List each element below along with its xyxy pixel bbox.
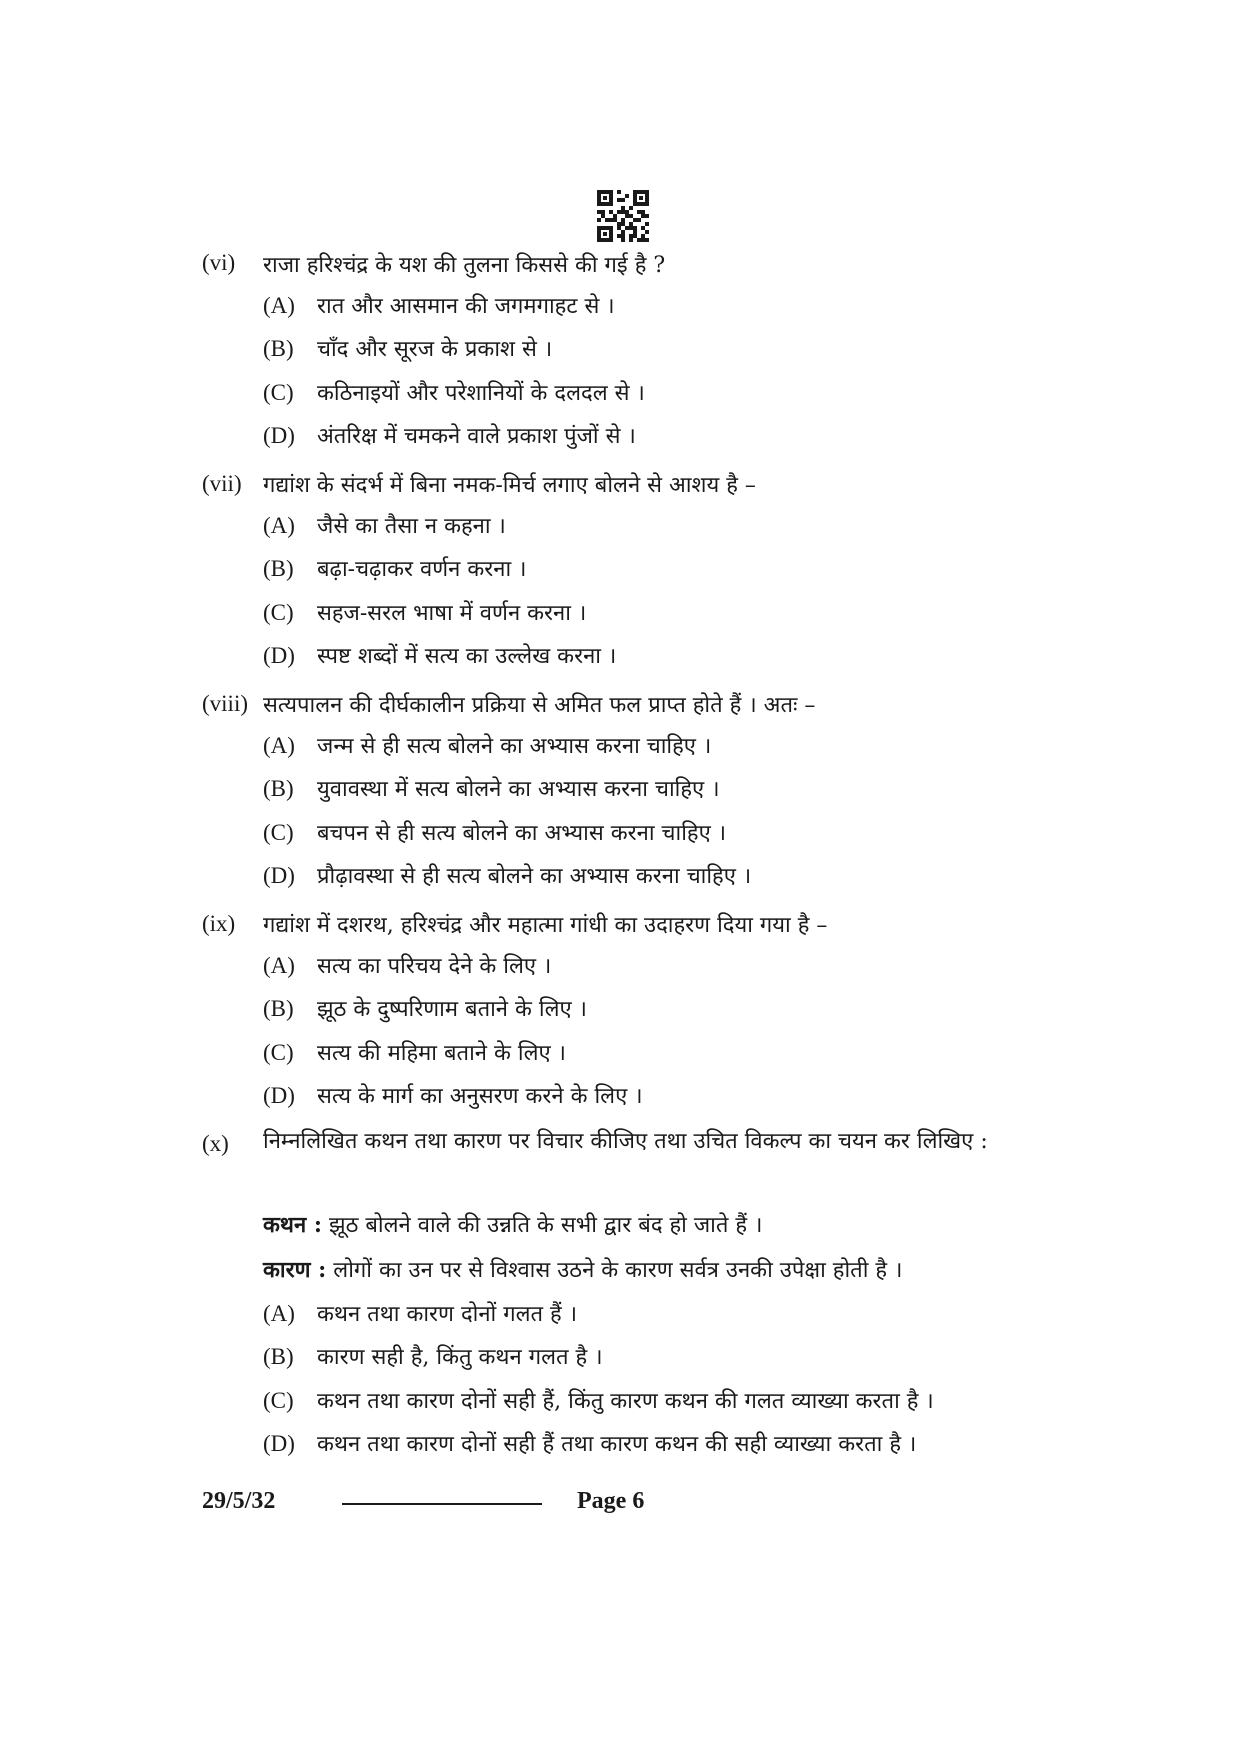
option-text: सत्य की महिमा बताने के लिए । — [317, 1041, 566, 1066]
option-vi-a — [263, 290, 615, 322]
option-letter: (A) — [263, 733, 295, 758]
option-ix-d — [263, 1080, 643, 1112]
option-text: चाँद और सूरज के प्रकाश से । — [317, 337, 553, 362]
option-text: युवावस्था में सत्य बोलने का अभ्यास करना चाहिए । — [317, 777, 720, 802]
option-letter: (A) — [263, 293, 295, 318]
question-number-vii: (vii) — [202, 471, 242, 496]
option-letter: (B) — [263, 556, 294, 581]
option-letter: (D) — [263, 643, 295, 668]
option-vi-d — [263, 420, 636, 452]
option-text: सत्य के मार्ग का अनुसरण करने के लिए । — [317, 1084, 643, 1109]
paper-code: 29/5/32 — [202, 1488, 276, 1514]
option-vii-c — [263, 597, 586, 629]
option-letter: (D) — [263, 423, 295, 448]
option-viii-b — [263, 773, 720, 805]
option-text: सत्य का परिचय देने के लिए । — [317, 954, 552, 979]
reason-text: लोगों का उन पर से विश्वास उठने के कारण सर्वत्र उनकी उपेक्षा होती है । — [333, 1258, 903, 1283]
assertion-text: झूठ बोलने वाले की उन्नति के सभी द्वार बंद हो जाते हैं । — [328, 1213, 763, 1238]
option-vi-b — [263, 333, 552, 365]
option-text: कथन तथा कारण दोनों गलत हैं । — [317, 1302, 578, 1327]
question-text-vi: राजा हरिश्चंद्र के यश की तुलना किससे की गई है ? — [263, 253, 666, 278]
option-letter: (C) — [263, 1388, 294, 1413]
question-text-viii: सत्यपालन की दीर्घकालीन प्रक्रिया से अमित फल प्राप्त होते हैं । अतः – — [263, 693, 816, 718]
option-letter: (D) — [263, 863, 295, 888]
option-text: बचपन से ही सत्य बोलने का अभ्यास करना चाहिए । — [317, 821, 727, 846]
option-vii-b — [263, 553, 527, 585]
option-ix-c — [263, 1037, 566, 1069]
question-number-vi: (vi) — [202, 250, 236, 275]
option-letter: (A) — [263, 953, 295, 978]
option-text: कारण सही है, किंतु कथन गलत है । — [317, 1345, 603, 1370]
option-text: कथन तथा कारण दोनों सही हैं, किंतु कारण कथन की गलत व्याख्या करता है । — [317, 1389, 934, 1414]
question-number-viii: (viii) — [202, 691, 248, 716]
footer-divider — [342, 1503, 542, 1505]
question-text-x: निम्नलिखित कथन तथा कारण पर विचार कीजिए तथा उचित विकल्प का चयन कर लिखिए : — [263, 1129, 988, 1154]
option-x-b — [263, 1341, 603, 1373]
option-vii-a — [263, 510, 506, 542]
option-letter: (C) — [263, 1040, 294, 1065]
option-x-d — [263, 1428, 916, 1460]
option-x-a — [263, 1298, 577, 1330]
question-number-x: (x) — [202, 1131, 229, 1156]
reason — [263, 1254, 902, 1284]
option-text: प्रौढ़ावस्था से ही सत्य बोलने का अभ्यास करना चाहिए । — [317, 864, 752, 889]
option-vi-c — [263, 377, 645, 409]
option-text: कठिनाइयों और परेशानियों के दलदल से । — [317, 381, 645, 406]
option-text: अंतरिक्ष में चमकने वाले प्रकाश पुंजों से । — [317, 424, 636, 449]
page-number: Page 6 — [577, 1488, 645, 1514]
option-text: स्पष्ट शब्दों में सत्य का उल्लेख करना । — [317, 644, 617, 669]
option-letter: (A) — [263, 1301, 295, 1326]
option-letter: (D) — [263, 1083, 295, 1108]
question-text-vii: गद्यांश के संदर्भ में बिना नमक-मिर्च लगाए बोलने से आशय है – — [263, 473, 756, 498]
option-text: कथन तथा कारण दोनों सही हैं तथा कारण कथन की सही व्याख्या करता है । — [317, 1432, 917, 1457]
option-letter: (C) — [263, 820, 294, 845]
reason-label: कारण : — [263, 1257, 327, 1283]
option-text: झूठ के दुष्परिणाम बताने के लिए । — [317, 997, 588, 1022]
question-text-ix: गद्यांश में दशरथ, हरिश्चंद्र और महात्मा गांधी का उदाहरण दिया गया है – — [263, 913, 828, 938]
option-ix-b — [263, 993, 587, 1025]
assertion — [263, 1209, 762, 1239]
option-vii-d — [263, 640, 616, 672]
option-letter: (A) — [263, 513, 295, 538]
option-text: रात और आसमान की जगमगाहट से । — [317, 294, 615, 319]
option-text: सहज-सरल भाषा में वर्णन करना । — [317, 601, 587, 626]
option-letter: (C) — [263, 600, 294, 625]
option-letter: (C) — [263, 380, 294, 405]
option-letter: (B) — [263, 1344, 294, 1369]
option-text: जैसे का तैसा न कहना । — [317, 514, 506, 539]
question-number-ix: (ix) — [202, 911, 236, 936]
option-viii-c — [263, 817, 726, 849]
option-letter: (B) — [263, 996, 294, 1021]
qr-code — [597, 190, 649, 242]
option-letter: (B) — [263, 776, 294, 801]
option-x-c — [263, 1385, 934, 1417]
option-ix-a — [263, 950, 551, 982]
option-text: बढ़ा-चढ़ाकर वर्णन करना । — [317, 557, 527, 582]
assertion-label: कथन : — [263, 1212, 322, 1238]
option-letter: (D) — [263, 1431, 295, 1456]
option-viii-d — [263, 860, 751, 892]
option-letter: (B) — [263, 336, 294, 361]
option-viii-a — [263, 730, 711, 762]
option-text: जन्म से ही सत्य बोलने का अभ्यास करना चाहिए । — [317, 734, 712, 759]
